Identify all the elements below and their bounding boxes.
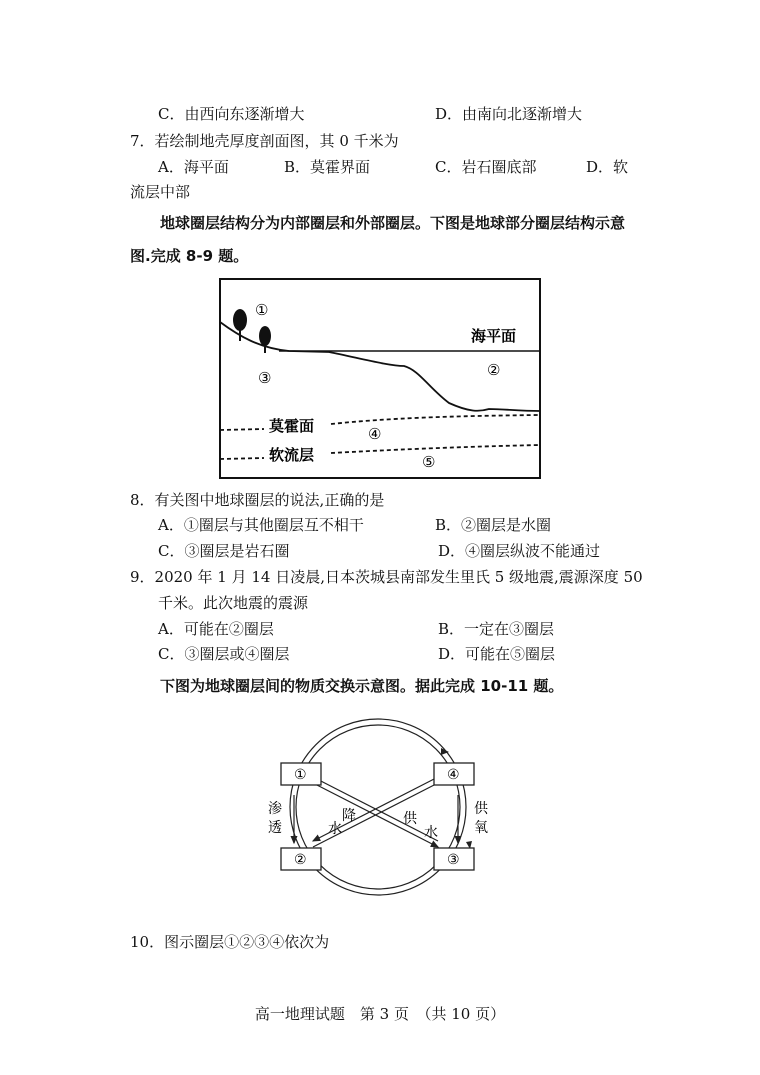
label-seepage-2: 透	[268, 820, 282, 836]
asthenosphere-label: 软流层	[269, 446, 315, 464]
q9-option-b: B．一定在③圈层	[438, 620, 555, 638]
q8-option-d: D．④圈层纵波不能通过	[438, 542, 601, 560]
sphere-exchange-diagram	[258, 715, 498, 905]
layer-label-1: ①	[255, 301, 269, 319]
label-supply-shui: 水	[424, 825, 438, 841]
intro-8-9-line2: 图.完成 8-9 题。	[130, 247, 249, 265]
page-footer: 高一地理试题 第 3 页 （共 10 页）	[254, 1005, 506, 1023]
moho-label: 莫霍面	[269, 417, 315, 435]
label-supply-gong: 供	[403, 811, 417, 827]
layer-label-4: ④	[368, 425, 382, 443]
label-precip-jiang: 降	[342, 808, 356, 824]
intro-10-11: 下图为地球圈层间的物质交换示意图。据此完成 10-11 题。	[160, 677, 564, 695]
q7-option-b: B．莫霍界面	[284, 158, 371, 176]
q6-option-d: D．由南向北逐渐增大	[435, 105, 583, 123]
q8-stem: 8．有关图中地球圈层的说法,正确的是	[130, 491, 385, 509]
box-label-3: ③	[447, 852, 460, 868]
q7-option-c: C．岩石圈底部	[435, 158, 537, 176]
earth-layers-diagram	[219, 278, 541, 479]
q10-stem: 10．图示圈层①②③④依次为	[130, 933, 330, 951]
q9-option-c: C．③圈层或④圈层	[158, 645, 290, 663]
q6-option-c: C．由西向东逐渐增大	[158, 105, 305, 123]
layer-label-5: ⑤	[422, 453, 436, 471]
label-oxygen-1: 供	[474, 801, 488, 817]
q9-stem-line2: 千米。此次地震的震源	[158, 594, 309, 612]
layer-label-3: ③	[258, 369, 272, 387]
q8-option-a: A．①圈层与其他圈层互不相干	[158, 516, 364, 534]
q8-option-c: C．③圈层是岩石圈	[158, 542, 290, 560]
q7-stem: 7．若绘制地壳厚度剖面图，其 0 千米为	[130, 132, 399, 150]
label-seepage-1: 渗	[268, 801, 282, 817]
box-label-2: ②	[294, 852, 307, 868]
q7-option-d: D．软	[586, 158, 629, 176]
q7-option-d-continued: 流层中部	[130, 183, 191, 201]
box-label-1: ①	[294, 767, 307, 783]
layer-label-2: ②	[487, 361, 501, 379]
sea-level-label: 海平面	[471, 327, 517, 345]
q9-stem-line1: 9．2020 年 1 月 14 日凌晨,日本茨城县南部发生里氏 5 级地震,震源深度 50	[130, 568, 643, 586]
q9-option-d: D．可能在⑤圈层	[438, 645, 556, 663]
box-label-4: ④	[447, 767, 460, 783]
q8-option-b: B．②圈层是水圈	[435, 516, 552, 534]
label-precip-shui: 水	[328, 821, 342, 837]
intro-8-9-line1: 地球圈层结构分为内部圈层和外部圈层。下图是地球部分圈层结构示意	[160, 214, 626, 232]
q9-option-a: A．可能在②圈层	[158, 620, 274, 638]
label-oxygen-2: 氧	[474, 820, 488, 836]
q7-option-a: A．海平面	[158, 158, 229, 176]
